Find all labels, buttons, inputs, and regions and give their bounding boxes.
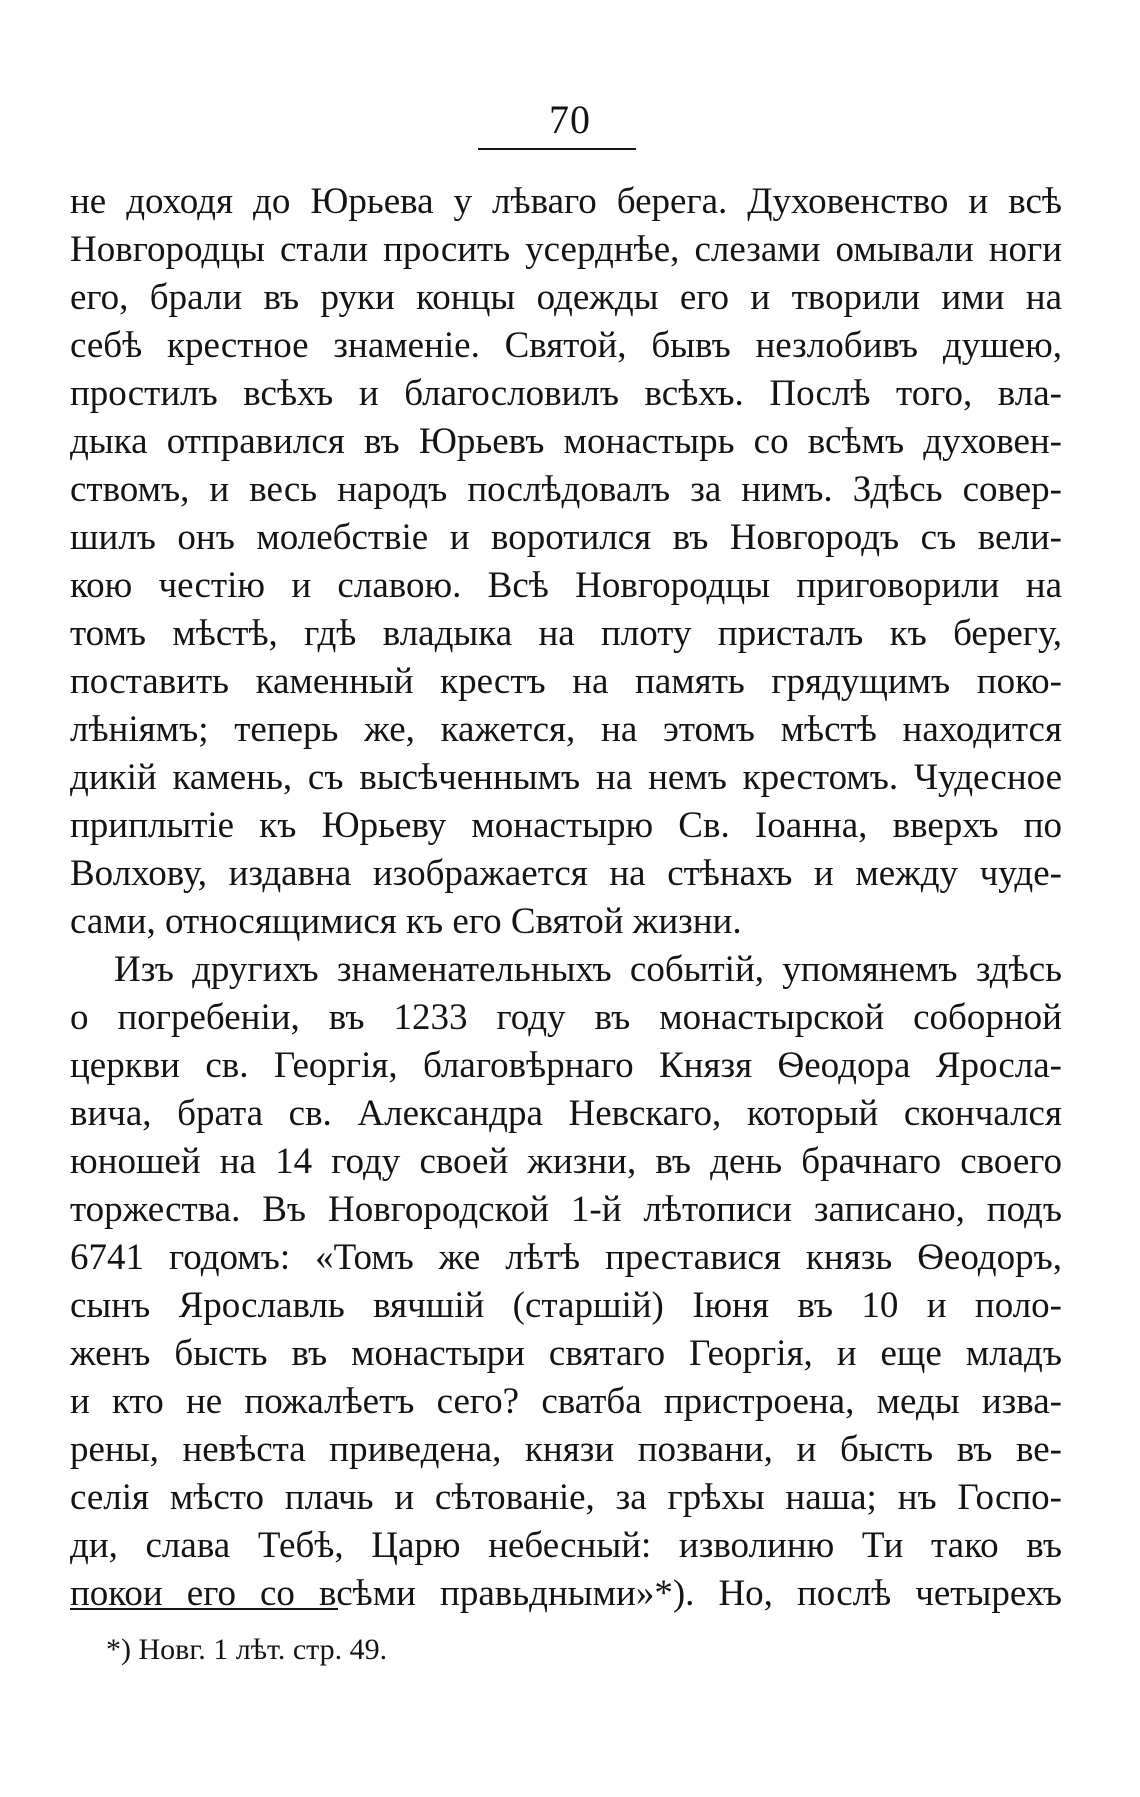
text-line: торжества. Въ Новгородской 1-й лѣтописи записано, подъ xyxy=(70,1189,1062,1230)
text-line: Волхову, издавна изображается на стѣнахъ и между чуде- xyxy=(70,853,1062,894)
paragraph-1 xyxy=(70,178,1062,946)
text-line: сами, относящимися къ его Святой жизни. xyxy=(70,901,742,942)
text-line: лѣніямъ; теперь же, кажется, на этомъ мѣстѣ находится xyxy=(70,709,1062,750)
text-line: женъ бысть въ монастыри святаго Георгія, и еще младъ xyxy=(70,1333,1062,1374)
text-line: кою честію и славою. Всѣ Новгородцы приговорили на xyxy=(70,565,1062,606)
text-line: о погребеніи, въ 1233 году въ монастырской соборной xyxy=(70,997,1062,1038)
text-line: церкви св. Георгія, благовѣрнаго Князя Ѳеодора Яросла- xyxy=(70,1045,1062,1086)
text-line: простилъ всѣхъ и благословилъ всѣхъ. Послѣ того, вла- xyxy=(70,373,1062,414)
text-line: покои его со всѣми правьдными»*). Но, послѣ четырехъ xyxy=(70,1573,1062,1614)
text-line: 6741 годомъ: «Томъ же лѣтѣ преставися князь Ѳеодоръ, xyxy=(70,1237,1062,1278)
header-rule xyxy=(478,148,636,150)
text-line: ствомъ, и весь народъ послѣдовалъ за нимъ. Здѣсь совер- xyxy=(70,469,1062,510)
footnote: *) Новг. 1 лѣт. стр. 49. xyxy=(106,1633,388,1666)
text-line: сынъ Ярославль вячшій (старшій) Іюня въ 10 и поло- xyxy=(70,1285,1062,1326)
text-line: приплытіе къ Юрьеву монастырю Св. Іоанна, вверхъ по xyxy=(70,805,1062,846)
text-line: дикій камень, съ высѣченнымъ на немъ крестомъ. Чудесное xyxy=(70,757,1062,798)
text-line: его, брали въ руки концы одежды его и творили ими на xyxy=(70,277,1062,318)
text-line: вича, брата св. Александра Невскаго, который скончался xyxy=(70,1093,1062,1134)
text-line: рены, невѣста приведена, князи позвани, и бысть въ ве- xyxy=(70,1429,1062,1470)
text-line: Изъ другихъ знаменательныхъ событій, упомянемъ здѣсь xyxy=(114,949,1062,990)
body-text xyxy=(70,178,1062,1618)
text-line: дыка отправился въ Юрьевъ монастырь со всѣмъ духовен- xyxy=(70,421,1062,462)
text-line: шилъ онъ молебствіе и воротился въ Новгородъ съ вели- xyxy=(70,517,1062,558)
footnote-rule xyxy=(70,1608,338,1610)
paragraph-2 xyxy=(70,946,1062,1618)
text-line: и кто не пожалѣетъ сего? сватба пристроена, меды изва- xyxy=(70,1381,1062,1422)
text-line: ди, слава Тебѣ, Царю небесный: изволиню Ти тако въ xyxy=(70,1525,1062,1566)
text-line: поставить каменный крестъ на память грядущимъ поко- xyxy=(70,661,1062,702)
text-line: томъ мѣстѣ, гдѣ владыка на плоту присталъ къ берегу, xyxy=(70,613,1062,654)
text-line: юношей на 14 году своей жизни, въ день брачнаго своего xyxy=(70,1141,1062,1182)
text-line: не доходя до Юрьева у лѣваго берега. Духовенство и всѣ xyxy=(70,181,1062,222)
page-number: 70 xyxy=(549,97,591,142)
text-line: Новгородцы стали просить усерднѣе, слезами омывали ноги xyxy=(70,229,1062,270)
text-line: себѣ крестное знаменіе. Святой, бывъ незлобивъ душею, xyxy=(70,325,1062,366)
text-line: селія мѣсто плачь и сѣтованіе, за грѣхы наша; нъ Госпо- xyxy=(70,1477,1062,1518)
